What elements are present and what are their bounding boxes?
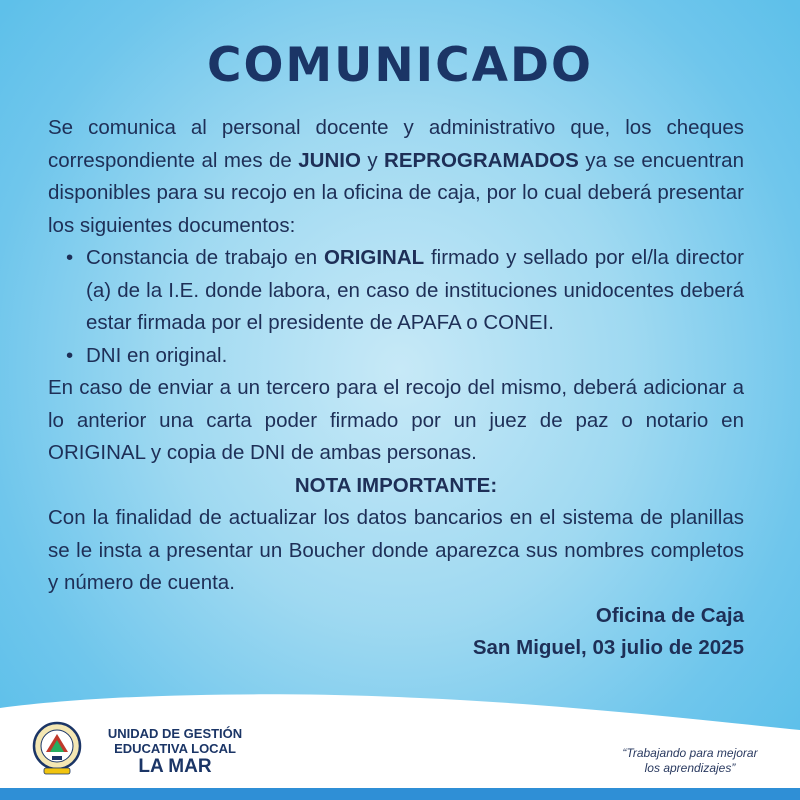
intro-text: y — [360, 148, 385, 172]
org-name-highlight: LA MAR — [138, 756, 212, 777]
slogan — [600, 746, 780, 776]
bullet-icon: • — [66, 246, 74, 269]
original-highlight: ORIGINAL — [323, 246, 425, 269]
page-title: COMUNICADO — [206, 38, 594, 93]
item-text: firmado y sellado por el/la director (a) de la I.E. donde labora, en caso de instituciones unidocentes deberá estar firmada por el presidente de APAFA o CONEI. — [86, 246, 744, 334]
note-heading: NOTA IMPORTANTE: — [294, 473, 498, 497]
org-line: UNIDAD DE GESTIÓN — [107, 726, 243, 741]
required-documents-list — [48, 242, 744, 372]
slogan-line: “Trabajando para mejorar — [622, 746, 758, 760]
bullet-icon: • — [66, 343, 74, 367]
note-paragraph: Con la finalidad de actualizar los datos bancarios en el sistema de planillas se le insta a presentar un Boucher donde aparezca sus nombres completos y número de cuenta. — [48, 506, 744, 594]
item-text: Constancia de trabajo en — [86, 246, 324, 269]
list-item — [48, 340, 744, 373]
reprogrammed-highlight: REPROGRAMADOS — [384, 148, 579, 172]
ugel-seal-icon — [32, 718, 82, 778]
list-item — [48, 242, 744, 340]
month-highlight: JUNIO — [298, 148, 361, 172]
signature-office: Oficina de Caja — [595, 603, 744, 627]
item-text: DNI en original. — [86, 343, 228, 367]
org-line: EDUCATIVA LOCAL — [114, 741, 236, 756]
signature-date: San Miguel, 03 julio de 2025 — [472, 636, 744, 659]
third-party-paragraph: En caso de enviar a un tercero para el recojo del mismo, deberá adicionar a lo anterior una carta poder firmado por un juez de paz o notario en ORIGINAL y copia de DNI de ambas personas. — [48, 376, 744, 464]
slogan-line: los aprendizajes” — [644, 761, 736, 775]
announcement-body — [48, 112, 744, 665]
intro-text: ya se encuentran disponibles para su recojo en la oficina de caja, por lo cual deberá presentar los siguientes documentos: — [48, 148, 744, 237]
intro-paragraph — [48, 112, 744, 242]
organization-name — [90, 726, 260, 778]
intro-text: Se comunica al personal docente y administrativo que, los cheques correspondiente al mes de — [48, 116, 744, 172]
